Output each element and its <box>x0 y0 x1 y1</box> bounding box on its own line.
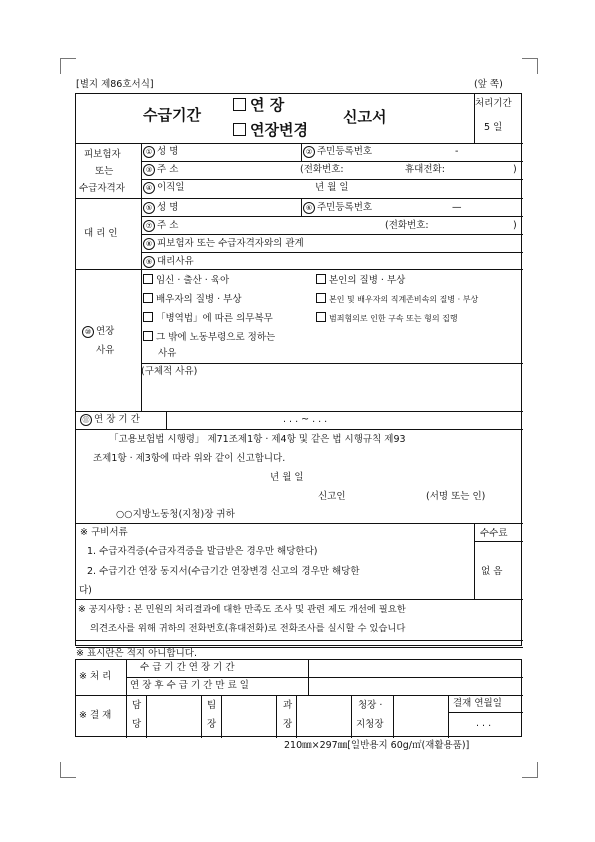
approval-label: ※ 결 재 <box>79 710 112 721</box>
specific-reason[interactable]: (구체적 사유) <box>141 366 198 377</box>
declaration-date[interactable]: 년 월 일 <box>270 472 304 483</box>
extension-label: ⑩ 연장 <box>82 326 114 338</box>
document-item: 2. 수급기간 연장 동지서(수급기간 연장변경 신고의 경우만 해당한 <box>87 566 360 577</box>
title-left: 수급기간 <box>143 106 201 124</box>
processing-label: 처리기간 <box>475 98 512 109</box>
agent-phone[interactable]: (전화번호: <box>385 220 429 231</box>
agent-address-label: ⑦ 주 소 <box>143 220 178 232</box>
approval-date-label: 결재 연월일 <box>453 698 502 709</box>
agent-close: ) <box>513 220 517 231</box>
page-side: (앞 쪽) <box>474 79 503 90</box>
crop-mark <box>60 762 61 778</box>
approval-head: 당 <box>132 719 142 730</box>
notice-line: ※ 공지사항 : 본 민원의 처리결과에 대한 만족도 조사 및 관련 제도 개선에 필요한 <box>78 604 406 615</box>
insured-address-label: ③ 주 소 <box>143 164 178 176</box>
crop-mark <box>522 58 538 59</box>
reason-option[interactable]: 배우자의 질병 · 부상 <box>143 293 242 306</box>
leave-date-label: ④ 이직일 <box>143 182 185 194</box>
reason-option[interactable]: 본인 및 배우자의 직계존비속의 질병 · 부상 <box>316 293 478 306</box>
process-row: 수 급 기 간 연 장 기 간 <box>140 662 235 673</box>
checkbox-icon[interactable] <box>143 312 153 322</box>
period-label: ⑪ 연 장 기 간 <box>80 414 140 426</box>
insured-close: ) <box>513 164 517 175</box>
approval-head: 장 <box>283 719 293 730</box>
crop-mark <box>60 58 76 59</box>
crop-mark <box>60 777 76 778</box>
insured-label: 수급자격자 <box>79 183 125 194</box>
crop-mark <box>522 777 538 778</box>
insured-phone[interactable]: (전화번호: <box>300 164 344 175</box>
checkbox-icon[interactable] <box>316 274 326 284</box>
approval-date-value[interactable]: . . . <box>476 718 492 729</box>
checkbox-icon[interactable] <box>233 123 246 136</box>
checkbox-icon[interactable] <box>316 312 326 322</box>
insured-id-label: ② 주민등록번호 <box>303 146 372 158</box>
insured-label: 또는 <box>95 166 114 177</box>
reason-label: ⑨ 대리사유 <box>143 256 194 268</box>
reason-option[interactable]: 본인의 질병 · 부상 <box>316 274 405 287</box>
document-item: 다) <box>79 585 92 596</box>
processing-value: 5 일 <box>484 122 503 133</box>
process-row: 연 장 후 수 급 기 간 만 료 일 <box>130 680 249 691</box>
approval-head: 팀 <box>207 700 217 711</box>
checkbox-icon[interactable] <box>143 293 153 303</box>
title-right: 신고서 <box>343 108 387 126</box>
addressee: ○○지방노동청(지청)장 귀하 <box>116 509 235 520</box>
paper-spec: 210㎜×297㎜[일반용지 60g/㎡(재활용품)] <box>284 740 470 751</box>
approval-head: 장 <box>207 719 217 730</box>
approval-head: 담 <box>132 700 142 711</box>
fee-value: 없 음 <box>481 566 503 577</box>
office-note: ※ 표시란은 적지 아니합니다. <box>76 648 197 659</box>
crop-mark <box>537 762 538 778</box>
reason-option[interactable]: 그 밖에 노동부령으로 정하는 <box>143 331 275 344</box>
leave-date-value[interactable]: 년 월 일 <box>315 182 349 193</box>
agent-name-label: ⑤ 성 명 <box>143 202 178 214</box>
applicant-label: 신고인 <box>318 491 346 502</box>
option-extension[interactable]: 연 장 <box>233 94 284 115</box>
agent-id-label: ⑥ 주민등록번호 <box>303 202 372 214</box>
agent-label: 대 리 인 <box>84 228 118 239</box>
signature-field[interactable]: (서명 또는 인) <box>426 491 486 502</box>
option-extension-change[interactable]: 연장변경 <box>233 119 308 140</box>
checkbox-icon[interactable] <box>233 98 246 111</box>
fee-label: 수수료 <box>480 528 508 539</box>
checkbox-icon[interactable] <box>143 274 153 284</box>
declaration-line: 「고용보험법 시행령」 제71조제1항 · 제4항 및 같은 법 시행규칙 제93 <box>109 434 406 445</box>
notice-line: 의견조사를 위해 귀하의 전화번호(휴대전화)로 전화조사를 실시할 수 있습니다 <box>90 623 406 634</box>
insured-name-label: ① 성 명 <box>143 146 178 158</box>
reason-option-cont: 사유 <box>158 348 177 359</box>
reason-option[interactable]: 범죄혐의로 인한 구속 또는 형의 집행 <box>316 312 458 325</box>
reason-option[interactable]: 「병역법」에 따른 의무복무 <box>143 312 273 325</box>
period-value[interactable]: . . . ~ . . . <box>283 414 328 425</box>
crop-mark <box>537 58 538 74</box>
process-label: ※ 처 리 <box>79 671 112 682</box>
relation-label: ⑧ 피보험자 또는 수급자격자와의 관계 <box>143 238 304 250</box>
approval-head: 청장 · <box>358 700 383 711</box>
extension-label: 사유 <box>96 345 115 356</box>
approval-head: 과 <box>283 700 293 711</box>
insured-id-dash[interactable]: - <box>455 146 459 157</box>
insured-label: 피보험자 <box>84 149 121 160</box>
reason-option[interactable]: 임신 · 출산 · 육아 <box>143 274 229 287</box>
form-number: [별지 제86호서식] <box>76 79 154 90</box>
insured-mobile[interactable]: 휴대전화: <box>405 164 445 175</box>
approval-head: 지청장 <box>356 719 384 730</box>
document-item: 1. 수급자격증(수급자격증을 발급받은 경우만 해당한다) <box>87 546 318 557</box>
declaration-line: 조제1항 · 제3항에 따라 위와 같이 신고합니다. <box>93 453 286 464</box>
documents-label: ※ 구비서류 <box>80 527 128 538</box>
agent-id-dash[interactable]: — <box>452 202 462 213</box>
checkbox-icon[interactable] <box>143 331 153 341</box>
checkbox-icon[interactable] <box>316 293 326 303</box>
crop-mark <box>60 58 61 74</box>
